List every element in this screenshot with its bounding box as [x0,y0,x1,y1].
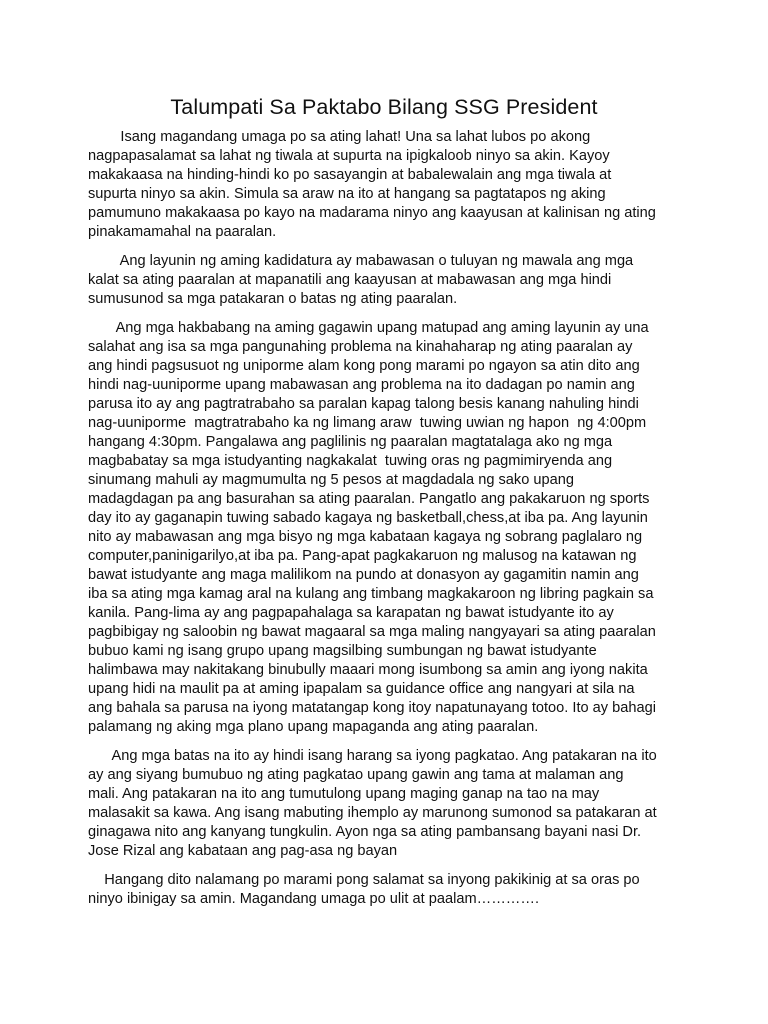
paragraph-line: Ang layunin ng aming kadidatura ay mabawasan o tuluyan ng mawala ang mga [88,253,634,269]
paragraph-line: parusa ito ay ang pagtratrabaho sa paralan kapag talong besis kanang nahuling hindi [88,396,639,412]
paragraph-line: mali. Ang patakaran na ito ang tumutulong upang maging ganap na tao na may [88,786,600,802]
paragraph-line: sumusunod sa mga patakaran o batas ng ating paaralan. [88,291,458,307]
paragraph-2 [88,252,688,309]
paragraph-line: ang bahala sa parusa na iyong matatangap kong itoy napatunayang totoo. Ito ay bahagi [88,700,656,716]
paragraph-line: kalat sa ating paaralan at mapanatili ang kaayusan at mabawasan ang mga hindi [88,272,612,288]
paragraph-line: Isang magandang umaga po sa ating lahat! Una sa lahat lubos po akong [88,129,591,145]
paragraph-line: supurta ninyo sa akin. Simula sa araw na ito at hangang sa pagtatapos ng aking [88,186,606,202]
paragraph-line: pagbibigay ng saloobin ng bawat magaaral sa mga maling nangyayari sa ating paaralan [88,624,656,640]
paragraph-line: palamang ng aking mga plano upang mapaganda ang ating paaralan. [88,719,539,735]
paragraph-4 [88,747,688,861]
paragraph-line: bubuo kami ng isang grupo upang magsilbing sumbungan ng bawat istudyante [88,643,597,659]
paragraph-line: upang hidi na maulit pa at aming ipapalam sa guidance office ang nangyari at sila na [88,681,635,697]
paragraph-line: makakaasa na hinding-hindi ko po sasayangin at babalewalain ang mga tiwala at [88,167,612,183]
paragraph-line: hangang 4:30pm. Pangalawa ang paglilinis ng paaralan magtatalaga ako ng mga [88,434,613,450]
paragraph-line: Ang mga batas na ito ay hindi isang harang sa iyong pagkatao. Ang patakaran na ito [88,748,657,764]
paragraph-5 [88,871,688,909]
paragraph-line: nagpapasalamat sa lahat ng tiwala at supurta na ipigkaloob ninyo sa akin. Kayoy [88,148,610,164]
paragraph-1 [88,128,688,242]
paragraph-line: pamumuno makakaasa po kayo na madarama ninyo ang kaayusan at kalinisan ng ating [88,205,656,221]
paragraph-line: nito ay mabawasan ang mga bisyo ng mga kabataan kagaya ng sobrang paglalaro ng [88,529,643,545]
paragraph-line: nag-uuniporme magtratrabaho ka ng limang araw tuwing uwian ng hapon ng 4:00pm [88,415,647,431]
paragraph-3 [88,319,688,737]
paragraph-line: kanila. Pang-lima ay ang pagpapahalaga sa karapatan ng bawat istudyante ito ay [88,605,614,621]
paragraph-line: iba sa ating mga kamag aral na kulang ang timbang magkakaroon ng libring pagkain sa [88,586,654,602]
paragraph-line: hindi nag-uuniporme upang mabawasan ang problema na ito dadagan po namin ang [88,377,635,393]
paragraph-line: magbabatay sa mga istudyanting nagkakalat tuwing oras ng pagmimiryenda ang [88,453,613,469]
paragraph-line: Ang mga hakbabang na aming gagawin upang matupad ang aming layunin ay una [88,320,649,336]
paragraph-line: Hangang dito nalamang po marami pong salamat sa inyong pakikinig at sa oras po [88,872,640,888]
paragraph-line: bawat istudyante ang maga malilikom na pundo at donasyon ay gagamitin namin ang [88,567,639,583]
document-body [88,128,688,919]
paragraph-line: madagdagan pa ang basurahan sa ating paaralan. Pangatlo ang pakakaruon ng sports [88,491,650,507]
paragraph-line: ay ang siyang bumubuo ng ating pagkatao upang gawin ang tama at malaman ang [88,767,624,783]
paragraph-line: malasakit sa kawa. Ang isang mabuting ihemplo ay marunong sumonod sa patakaran at [88,805,657,821]
paragraph-line: pinakamamahal na paaralan. [88,224,277,240]
paragraph-line: ginagawa nito ang kanyang tungkulin. Ayon nga sa ating pambansang bayani nasi Dr. [88,824,642,840]
paragraph-line: Jose Rizal ang kabataan ang pag-asa ng bayan [88,843,398,859]
paragraph-line: day ito ay gaganapin tuwing sabado kagaya ng basketball,chess,at iba pa. Ang layunin [88,510,648,526]
paragraph-line: sinumang mahuli ay magmumulta ng 5 pesos at magdadala ng sako upang [88,472,574,488]
paragraph-line: computer,paninigarilyo,at iba pa. Pang-apat pagkakaruon ng malusog na katawan ng [88,548,637,564]
paragraph-line: ang hindi pagsusuot ng uniporme alam kong pong marami po ngayon sa atin dito ang [88,358,640,374]
document-title: Talumpati Sa Paktabo Bilang SSG President [170,95,598,119]
paragraph-line: salahat ang isa sa mga pangunahing problema na kinahaharap ng ating paaralan ay [88,339,633,355]
paragraph-line: halimbawa may nakitakang binubully maaari mong isumbong sa amin ang iyong nakita [88,662,648,678]
paragraph-line: ninyo ibinigay sa amin. Magandang umaga po ulit at paalam…………. [88,891,540,907]
